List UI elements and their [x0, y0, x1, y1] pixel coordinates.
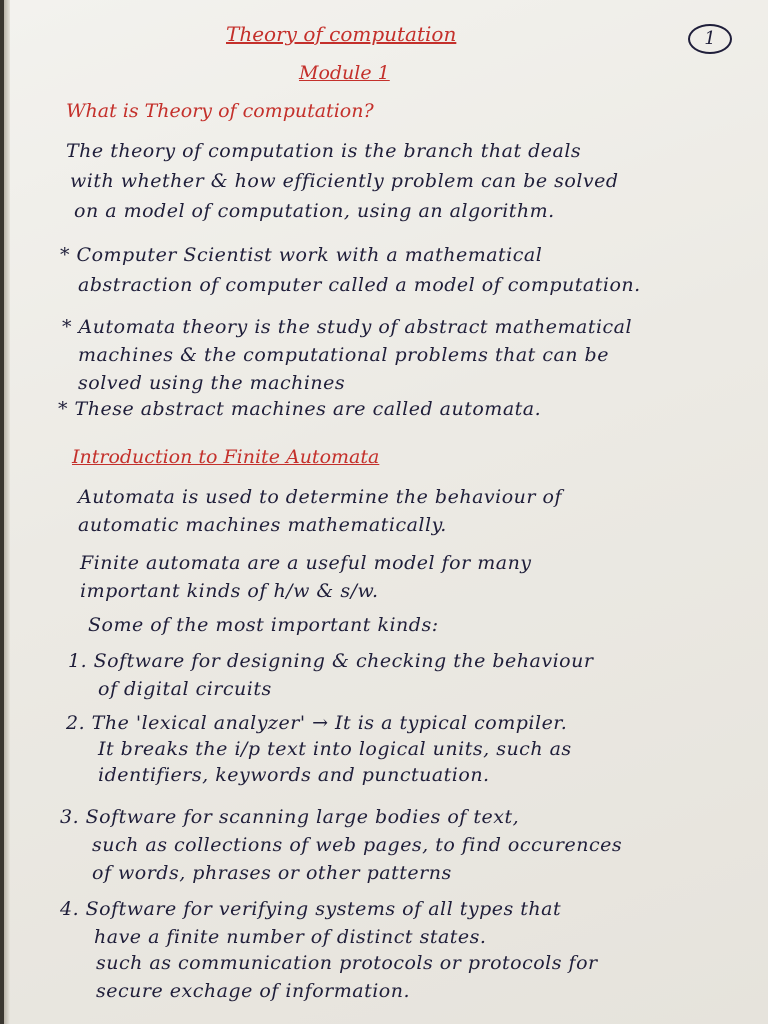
list-item: 1. Software for designing & checking the behaviour [68, 650, 594, 672]
bullet-line: abstraction of computer called a model of computation. [78, 274, 641, 296]
section-heading-what-is-toc: What is Theory of computation? [66, 100, 374, 122]
list-item: 4. Software for verifying systems of all types that [60, 898, 562, 920]
bullet-line: * Automata theory is the study of abstract mathematical [62, 316, 633, 338]
bullet-line: * These abstract machines are called automata. [58, 398, 542, 420]
list-item-continuation: of words, phrases or other patterns [92, 862, 452, 884]
text-line: important kinds of h/w & s/w. [80, 580, 379, 602]
list-item: 2. The 'lexical analyzer' → It is a typical compiler. [66, 712, 568, 734]
bullet-line: * Computer Scientist work with a mathematical [60, 244, 543, 266]
bullet-line: machines & the computational problems that can be [78, 344, 609, 366]
list-item-continuation: of digital circuits [98, 678, 272, 700]
page-number: 1 [688, 24, 732, 54]
list-item: 3. Software for scanning large bodies of text, [60, 806, 520, 828]
text-line: with whether & how efficiently problem can be solved [70, 170, 619, 192]
page-title: Theory of computation [226, 22, 457, 46]
text-line: The theory of computation is the branch that deals [66, 140, 582, 162]
list-item-continuation: have a finite number of distinct states. [94, 926, 487, 948]
text-line: automatic machines mathematically. [78, 514, 447, 536]
text-line: on a model of computation, using an algorithm. [74, 200, 555, 222]
notebook-page [4, 0, 768, 1024]
text-line: Finite automata are a useful model for many [80, 552, 532, 574]
list-item-continuation: such as communication protocols or protocols for [96, 952, 598, 974]
list-item-continuation: identifiers, keywords and punctuation. [98, 764, 490, 786]
section-heading-finite-automata: Introduction to Finite Automata [72, 446, 380, 468]
module-heading: Module 1 [299, 62, 390, 84]
list-item-continuation: such as collections of web pages, to find occurences [92, 834, 623, 856]
text-line: Automata is used to determine the behaviour of [78, 486, 562, 508]
bullet-line: solved using the machines [78, 372, 346, 394]
list-item-continuation: secure exchage of information. [96, 980, 410, 1002]
list-item-continuation: It breaks the i/p text into logical units, such as [98, 738, 572, 760]
text-line: Some of the most important kinds: [88, 614, 439, 636]
